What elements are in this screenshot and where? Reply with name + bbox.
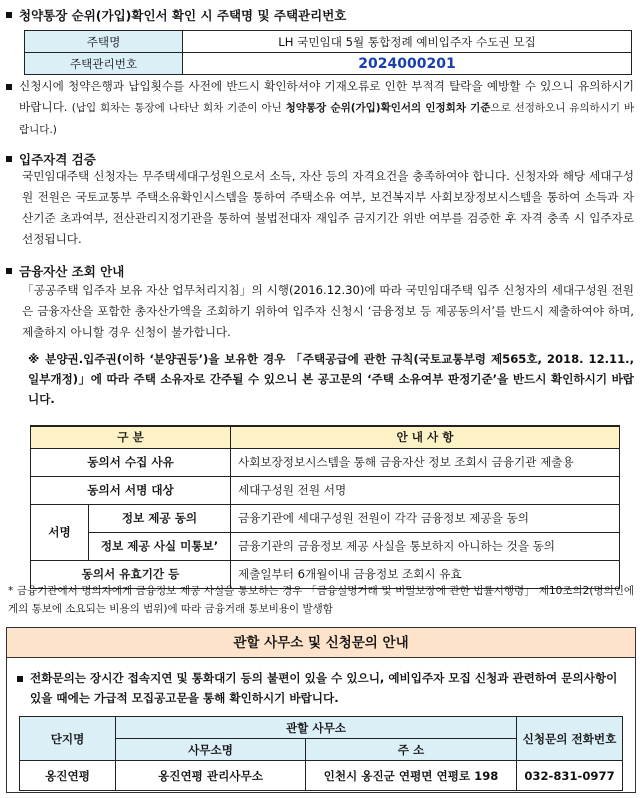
financial-paragraph: 「공공주택 입주자 보유 자산 업무처리지침」의 시행(2016.12.30)에 따라 국민임대주택 입주 신청자의 세대구성원 전원은 금융자산을 포함한 총자산가액을 조회하기 위하여 입주자 신청시 ‘금융정보 등 제공동의서’를 반드시 제출하여야 하며, 제출하지 아니할 경우 신청이 불가합니다. <box>22 283 634 339</box>
account-note-text: 신청시에 청약은행과 납입횟수를 사전에 반드시 확인하셔야 기재오류로 인한 부적격 탈락을 예방할 수 있으니 유의하시기 바랍니다. <box>19 79 634 114</box>
house-name-value: LH 국민임대 5월 통합정례 예비입주자 수도권 모집 <box>183 31 632 53</box>
row-value: 사회보장정보시스템을 통해 금융자산 정보 조회시 금융기관 제출용 <box>231 448 620 476</box>
row-label: 정보 제공 사실 미통보’ <box>89 532 231 560</box>
header-office-name: 사무소명 <box>116 739 306 761</box>
house-name-label: 주택명 <box>25 31 183 53</box>
header-phone: 신청문의 전화번호 <box>517 717 623 761</box>
office-title: 관할 사무소 및 신청문의 안내 <box>7 628 635 658</box>
mgmt-no-value: 2024000201 <box>183 53 632 75</box>
office-note-text: 전화문의는 장시간 접속지연 및 통화대기 등의 불편이 있을 수 있으니, 예비입주자 모집 신청과 관련하여 문의사항이 있을 때에는 가급적 모집공고문을 통해 확인하시기 바랍니다. <box>30 671 618 705</box>
header-guide: 안 내 사 항 <box>231 426 620 448</box>
table-header-row <box>20 717 623 739</box>
square-bullet-icon <box>6 268 12 274</box>
square-bullet-icon <box>6 12 12 18</box>
financial-footnote: * 금융기관에서 명의자에게 금융정보 제공 사실을 통보하는 경우 「금융실명거래 및 비밀보장에 관한 법률시행령」 제10조의2(명의인에게의 통보에 소요되는 비용의 범위)에 따라 금융거래 통보비용이 발생함 <box>8 585 634 615</box>
table-row <box>31 448 620 476</box>
row-value: 금융기관에 세대구성원 전원이 각각 금융정보 제공을 동의 <box>231 504 620 532</box>
header-address: 주 소 <box>306 739 517 761</box>
square-bullet-icon <box>17 676 23 682</box>
section-title-text: 입주자격 검증 <box>19 152 96 167</box>
row-value: 금융기관의 금융정보 제공 사실을 통보하지 아니하는 것을 동의 <box>231 532 620 560</box>
house-info-table <box>24 30 632 75</box>
account-note <box>6 76 634 141</box>
table-row <box>20 761 623 791</box>
office-address: 인천시 옹진군 연평면 연평로 198 <box>306 761 517 791</box>
row-value: 제출일부터 6개월이내 금융정보 조회시 유효 <box>231 560 620 588</box>
office-info-box <box>6 627 636 793</box>
table-row <box>25 31 632 53</box>
office-note <box>17 668 625 708</box>
table-header-row <box>31 426 620 448</box>
eligibility-paragraph: 국민임대주택 신청자는 무주택세대구성원으로서 소득, 자산 등의 자격요건을 충족하여야 합니다. 신청자와 해당 세대구성원 전원은 국토교통부 주택소유확인시스템을 통하여 주택소유 여부, 보건복지부 사회보장정보시스템을 통하여 소득과 자산기준 초과여부, 전산관리지정기관을 통하여 불법전대자 재입주 금지기간 위반 여부를 검증한 후 자격 충족 시 입주자로 선정됩니다. <box>22 169 634 246</box>
section-title-financial <box>6 262 124 280</box>
table-row <box>31 504 620 532</box>
row-value: 세대구성원 전원 서명 <box>231 476 620 504</box>
row-label: 동의서 서명 대상 <box>31 476 231 504</box>
square-bullet-icon <box>6 156 12 162</box>
office-phone: 032-831-0977 <box>517 761 623 791</box>
presale-note: ※ 분양권.입주권(이하 ‘분양권등’)을 보유한 경우 「주택공급에 관한 규칙(국토교통부령 제565호, 2018. 12.11., 일부개정)」에 따라 주택 소유자로 간주될 수 있으니 본 공고문의 ‘주택 소유여부 판정기준’을 반드시 확인하시기 바랍니다. <box>28 352 634 406</box>
row-label: 동의서 수집 사유 <box>31 448 231 476</box>
account-note-sub: (납입 회차는 통장에 나타난 회차 기준이 아닌 <box>71 102 286 114</box>
account-note-bold: 청약통장 순위(가입)확인서의 인정회차 기준 <box>285 102 491 114</box>
header-complex: 단지명 <box>20 717 116 761</box>
section-title-text: 청약통장 순위(가입)확인서 확인 시 주택명 및 주택관리번호 <box>19 8 347 23</box>
account-note-end: 으로 선정하오니 유의하시기 바랍니다.) <box>19 102 635 136</box>
office-name: 옹진연평 관리사무소 <box>116 761 306 791</box>
table-row <box>31 532 620 560</box>
section-title-text: 금융자산 조회 안내 <box>19 264 125 279</box>
row-label: 정보 제공 동의 <box>89 504 231 532</box>
square-bullet-icon <box>6 84 12 90</box>
complex-name: 옹진연평 <box>20 761 116 791</box>
consent-table <box>30 425 620 589</box>
row-label: 동의서 유효기간 등 <box>31 560 231 588</box>
section-title-account <box>6 6 346 24</box>
table-row <box>25 53 632 75</box>
header-category: 구 분 <box>31 426 231 448</box>
row-group-label: 서명 <box>31 504 89 560</box>
account-note-body <box>19 76 634 141</box>
table-row <box>31 476 620 504</box>
header-office-group: 관할 사무소 <box>116 717 517 739</box>
mgmt-no-label: 주택관리번호 <box>25 53 183 75</box>
office-table <box>19 716 623 791</box>
